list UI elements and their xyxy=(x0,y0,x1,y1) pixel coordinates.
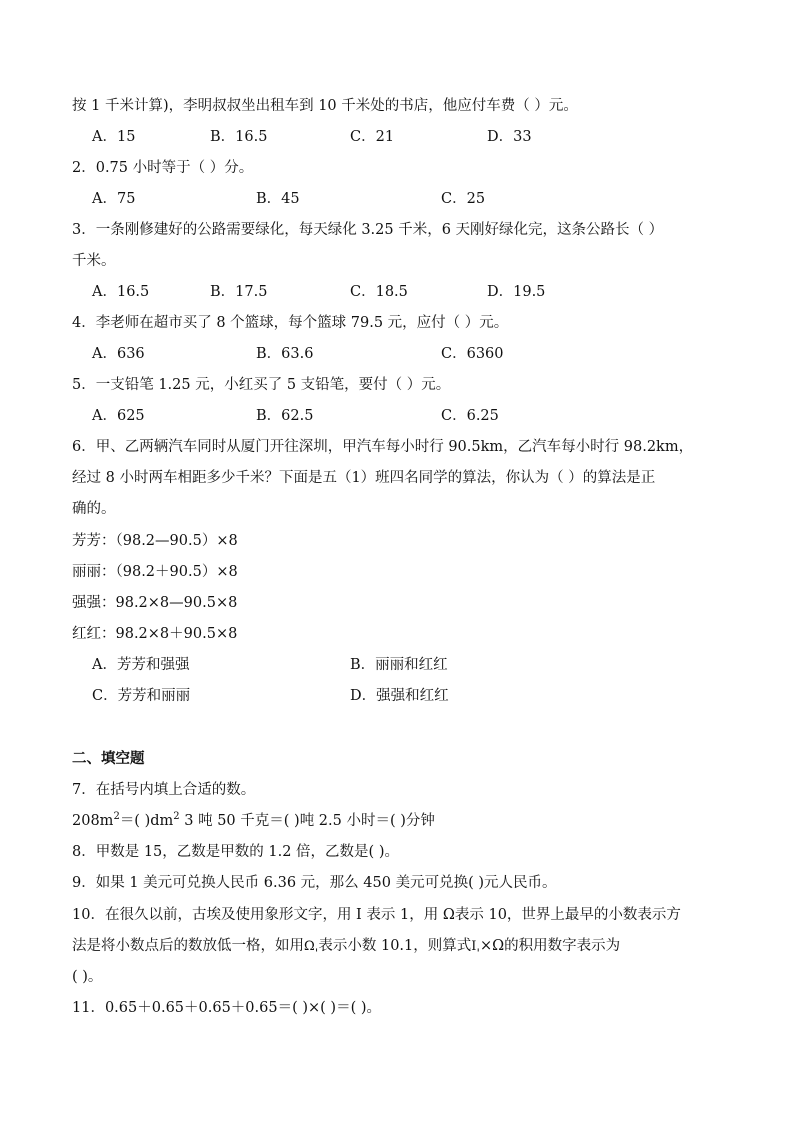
q7-superscript: 2 xyxy=(113,811,120,823)
q4-option-b: B．63.6 xyxy=(256,346,314,362)
q4-text: 4．李老师在超市买了 8 个篮球，每个篮球 79.5 元，应付（ ）元。 xyxy=(72,315,509,331)
q6-formula-honghong: 红红：98.2×8＋90.5×8 xyxy=(72,626,238,642)
q8-text: 8．甲数是 15，乙数是甲数的 1.2 倍，乙数是( )。 xyxy=(72,844,399,860)
q4-option-a: A．636 xyxy=(92,346,145,362)
hieroglyph-10-1-glyph: Ωˌ xyxy=(304,939,319,954)
q10-answer-blank: ( )。 xyxy=(72,969,103,985)
q2-option-c: C．25 xyxy=(441,191,486,207)
q1-option-b: B．16.5 xyxy=(210,129,268,145)
q7-other-blanks: 3 吨 50 千克＝( )吨 2.5 小时＝( )分钟 xyxy=(179,813,435,829)
q3-text-line2: 千米。 xyxy=(72,253,116,269)
q3-option-a: A．16.5 xyxy=(92,284,150,300)
q10-text-part1: 法是将小数点后的数放低一格，如用 xyxy=(72,938,304,954)
q6-option-a: A．芳芳和强强 xyxy=(92,657,190,673)
q6-option-b: B．丽丽和红红 xyxy=(350,657,448,673)
q6-option-c: C．芳芳和丽丽 xyxy=(92,688,191,704)
q6-option-d: D．强强和红红 xyxy=(350,688,449,704)
q7-area-value: 208m xyxy=(72,813,114,829)
q5-text: 5．一支铅笔 1.25 元，小红买了 5 支铅笔，要付（ ）元。 xyxy=(72,377,451,393)
q7-superscript-2: 2 xyxy=(173,811,180,823)
q1-option-c: C．21 xyxy=(350,129,395,145)
q10-text-line1: 10．在很久以前，古埃及使用象形文字，用 I 表示 1，用 Ω表示 10，世界上最早的小数表示方 xyxy=(72,907,681,923)
q3-option-c: C．18.5 xyxy=(350,284,408,300)
q7-area-blank: ＝( )dm xyxy=(119,813,174,829)
q6-formula-qiangqiang: 强强：98.2×8—90.5×8 xyxy=(72,595,238,611)
q6-text-line3: 确的。 xyxy=(72,501,116,517)
q6-text-line2: 经过 8 小时两车相距多少千米？下面是五（1）班四名同学的算法，你认为（ ）的算法是正 xyxy=(72,470,656,486)
q6-text-line1: 6．甲、乙两辆汽车同时从厦门开往深圳，甲汽车每小时行 90.5km，乙汽车每小时行 98.2km， xyxy=(72,439,694,455)
q5-option-b: B．62.5 xyxy=(256,408,314,424)
q3-option-d: D．19.5 xyxy=(487,284,546,300)
q2-option-a: A．75 xyxy=(92,191,136,207)
hieroglyph-1-1-glyph: Iˌ xyxy=(471,939,480,954)
q1-option-a: A．15 xyxy=(92,129,136,145)
q2-text: 2．0.75 小时等于（ ）分。 xyxy=(72,160,254,176)
q7-blanks-line xyxy=(72,811,435,831)
q2-option-b: B．45 xyxy=(256,191,300,207)
q3-text-line1: 3．一条刚修建好的公路需要绿化，每天绿化 3.25 千米，6 天刚好绿化完，这条公路长（ ） xyxy=(72,222,664,238)
q1-option-d: D．33 xyxy=(487,129,532,145)
q10-text-part2: 表示小数 10.1，则算式 xyxy=(318,938,472,954)
q1-text-cont: 按 1 千米计算)，李明叔叔坐出租车到 10 千米处的书店，他应付车费（ ）元。 xyxy=(72,98,578,114)
q7-text: 7．在括号内填上合适的数。 xyxy=(72,782,256,798)
q6-formula-fangfang: 芳芳：（98.2—90.5）×8 xyxy=(72,533,238,549)
q5-option-c: C．6.25 xyxy=(441,408,499,424)
q5-option-a: A．625 xyxy=(92,408,145,424)
q10-text-part3: ×Ω的积用数字表示为 xyxy=(479,938,621,954)
q3-option-b: B．17.5 xyxy=(210,284,268,300)
q11-text: 11．0.65＋0.65＋0.65＋0.65＝( )×( )＝( )。 xyxy=(72,1000,382,1016)
q9-text: 9．如果 1 美元可兑换人民币 6.36 元，那么 450 美元可兑换( )元人民币。 xyxy=(72,875,557,891)
q10-text-line2 xyxy=(72,936,620,957)
q4-option-c: C．6360 xyxy=(441,346,504,362)
q6-formula-lili: 丽丽：（98.2＋90.5）×8 xyxy=(72,564,238,580)
section-heading-fill-in: 二、填空题 xyxy=(72,751,145,767)
